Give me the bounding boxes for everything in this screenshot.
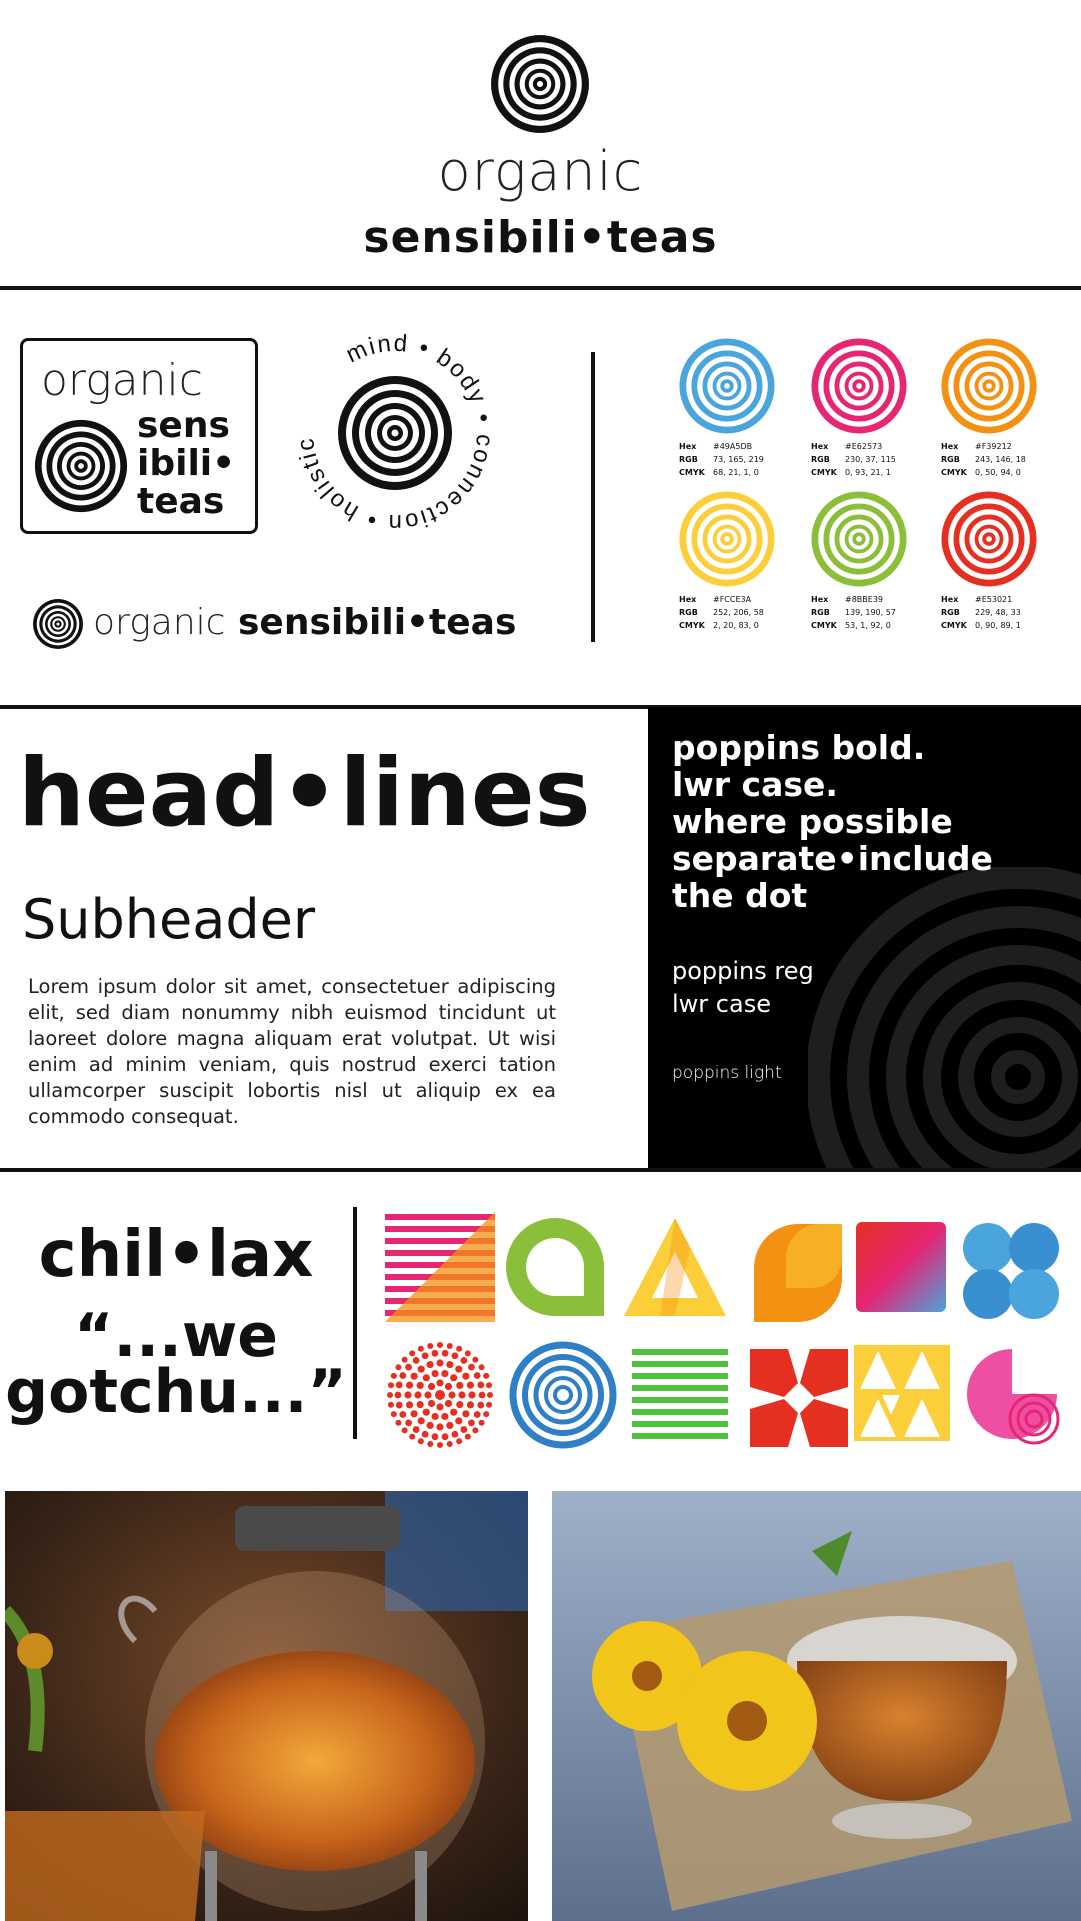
yellow-triangles-icon xyxy=(852,1343,962,1453)
swatch-cmyk-label: CMYK xyxy=(941,468,967,477)
swatch-cmyk-label: CMYK xyxy=(679,468,705,477)
swatch-spiral-icon xyxy=(941,491,1037,587)
boxed-logo-line: sens xyxy=(137,405,230,446)
swatch-cmyk-label: CMYK xyxy=(811,468,837,477)
swatch-hex: #E53021 xyxy=(975,595,1013,604)
orange-leaf-icon xyxy=(746,1218,856,1328)
swatch-hex-label: Hex xyxy=(941,442,959,451)
swatch-spiral-icon xyxy=(679,338,775,434)
swatch-hex-label: Hex xyxy=(941,595,959,604)
blue-quatrefoil-icon xyxy=(958,1218,1068,1328)
swatch-rgb-label: RGB xyxy=(811,455,830,464)
swatch-hex: #49A5DB xyxy=(713,442,753,451)
type-guide-regular: poppins reg lwr case xyxy=(672,957,814,1018)
teapot-photo xyxy=(5,1491,528,1921)
swatch-cmyk-label: CMYK xyxy=(811,621,837,630)
boxed-logo-line: teas xyxy=(137,481,225,522)
section-divider xyxy=(0,286,1081,290)
color-swatch xyxy=(811,491,907,632)
horizontal-logo-organic: organic xyxy=(93,602,226,643)
swatch-rgb-label: RGB xyxy=(679,608,698,617)
swatch-spiral-icon xyxy=(811,338,907,434)
swatch-hex-label: Hex xyxy=(679,595,697,604)
badge-spiral-icon xyxy=(338,376,452,490)
swatch-rgb: 243, 146, 18 xyxy=(975,455,1026,464)
swatch-cmyk-label: CMYK xyxy=(679,621,705,630)
boxed-logo-organic: organic xyxy=(41,355,203,406)
color-swatch xyxy=(941,491,1037,632)
type-guide-light: poppins light xyxy=(672,1063,782,1083)
swatch-cmyk: 0, 93, 21, 1 xyxy=(845,468,891,477)
swatch-rgb-label: RGB xyxy=(941,455,960,464)
red-cross-icon xyxy=(744,1343,854,1453)
brand-word-sensibiliteas: sensibili•teas xyxy=(363,212,718,263)
swatch-rgb-label: RGB xyxy=(811,608,830,617)
type-guide-bold: poppins bold. lwr case. where possible separate•include the dot xyxy=(672,728,993,915)
swatch-rgb: 139, 190, 57 xyxy=(845,608,896,617)
body-text-sample: Lorem ipsum dolor sit amet, consectetuer adipiscing elit, sed diam nonummy nibh euismod tincidunt ut laoreet dolore magna aliquam erat volutpat. Ut wisi enim ad minim veniam, quis nostrud exerci tation ullamcorper suscipit lobortis nisl ut aliquip ex ea commodo consequat. xyxy=(28,975,556,1128)
green-stripes-icon xyxy=(630,1345,740,1455)
swatch-values xyxy=(679,593,775,632)
swatch-hex: #8BBE39 xyxy=(845,595,884,604)
swatch-rgb: 230, 37, 115 xyxy=(845,455,896,464)
brand-word-organic: organic xyxy=(437,140,644,203)
blue-spiral-icon xyxy=(508,1340,618,1450)
swatch-hex: #E62573 xyxy=(845,442,883,451)
swatch-hex-label: Hex xyxy=(679,442,697,451)
swatch-rgb-label: RGB xyxy=(941,608,960,617)
swatch-cmyk: 53, 1, 92, 0 xyxy=(845,621,891,630)
vertical-divider xyxy=(353,1207,357,1439)
green-leaf-ring-icon xyxy=(500,1212,610,1322)
swatch-hex: #F39212 xyxy=(975,442,1012,451)
swatch-values xyxy=(679,440,775,479)
vertical-divider xyxy=(591,352,595,642)
red-dot-mandala-icon xyxy=(385,1340,495,1450)
swatch-rgb: 229, 48, 33 xyxy=(975,608,1021,617)
pink-spiral-circle-icon xyxy=(962,1343,1072,1453)
color-swatch xyxy=(811,338,907,479)
swatch-spiral-icon xyxy=(941,338,1037,434)
tagline-chillax: chil•lax xyxy=(38,1218,314,1292)
subheader-sample: Subheader xyxy=(22,888,316,951)
yellow-triangle-icon xyxy=(620,1212,730,1322)
color-swatch xyxy=(679,491,775,632)
boxed-spiral-icon xyxy=(33,418,129,514)
striped-square-icon xyxy=(385,1212,495,1322)
horizontal-logo-spiral-icon xyxy=(32,598,84,650)
swatch-hex-label: Hex xyxy=(811,442,829,451)
headline-sample: head•lines xyxy=(18,739,591,848)
swatch-rgb-label: RGB xyxy=(679,455,698,464)
spiral-logo-icon xyxy=(489,33,591,135)
swatch-values xyxy=(811,440,907,479)
swatch-cmyk: 68, 21, 1, 0 xyxy=(713,468,759,477)
swatch-spiral-icon xyxy=(811,491,907,587)
badge-ring-text: mind • body • onnection • holisti xyxy=(295,333,495,533)
swatch-hex: #FCCE3A xyxy=(713,595,752,604)
tea-cup-flowers-photo xyxy=(552,1491,1081,1921)
swatch-values xyxy=(811,593,907,632)
swatch-spiral-icon xyxy=(679,491,775,587)
swatch-values xyxy=(941,593,1037,632)
swatch-values xyxy=(941,440,1037,479)
color-swatch xyxy=(679,338,775,479)
swatch-cmyk: 2, 20, 83, 0 xyxy=(713,621,759,630)
swatch-rgb: 73, 165, 219 xyxy=(713,455,764,464)
color-swatch xyxy=(941,338,1037,479)
horizontal-logo-brand: sensibili•teas xyxy=(238,602,517,643)
swatch-rgb: 252, 206, 58 xyxy=(713,608,764,617)
swatch-cmyk: 0, 90, 89, 1 xyxy=(975,621,1021,630)
boxed-logo xyxy=(20,338,258,534)
circular-badge-logo xyxy=(295,333,495,533)
gradient-square-icon xyxy=(852,1218,962,1328)
typography-guide-panel xyxy=(648,707,1081,1169)
boxed-logo-line: ibili• xyxy=(137,443,236,484)
swatch-cmyk: 0, 50, 94, 0 xyxy=(975,468,1021,477)
tagline-quote: “...we gotchu...” xyxy=(5,1301,347,1427)
swatch-hex-label: Hex xyxy=(811,595,829,604)
section-divider xyxy=(0,1168,1081,1172)
swatch-cmyk-label: CMYK xyxy=(941,621,967,630)
